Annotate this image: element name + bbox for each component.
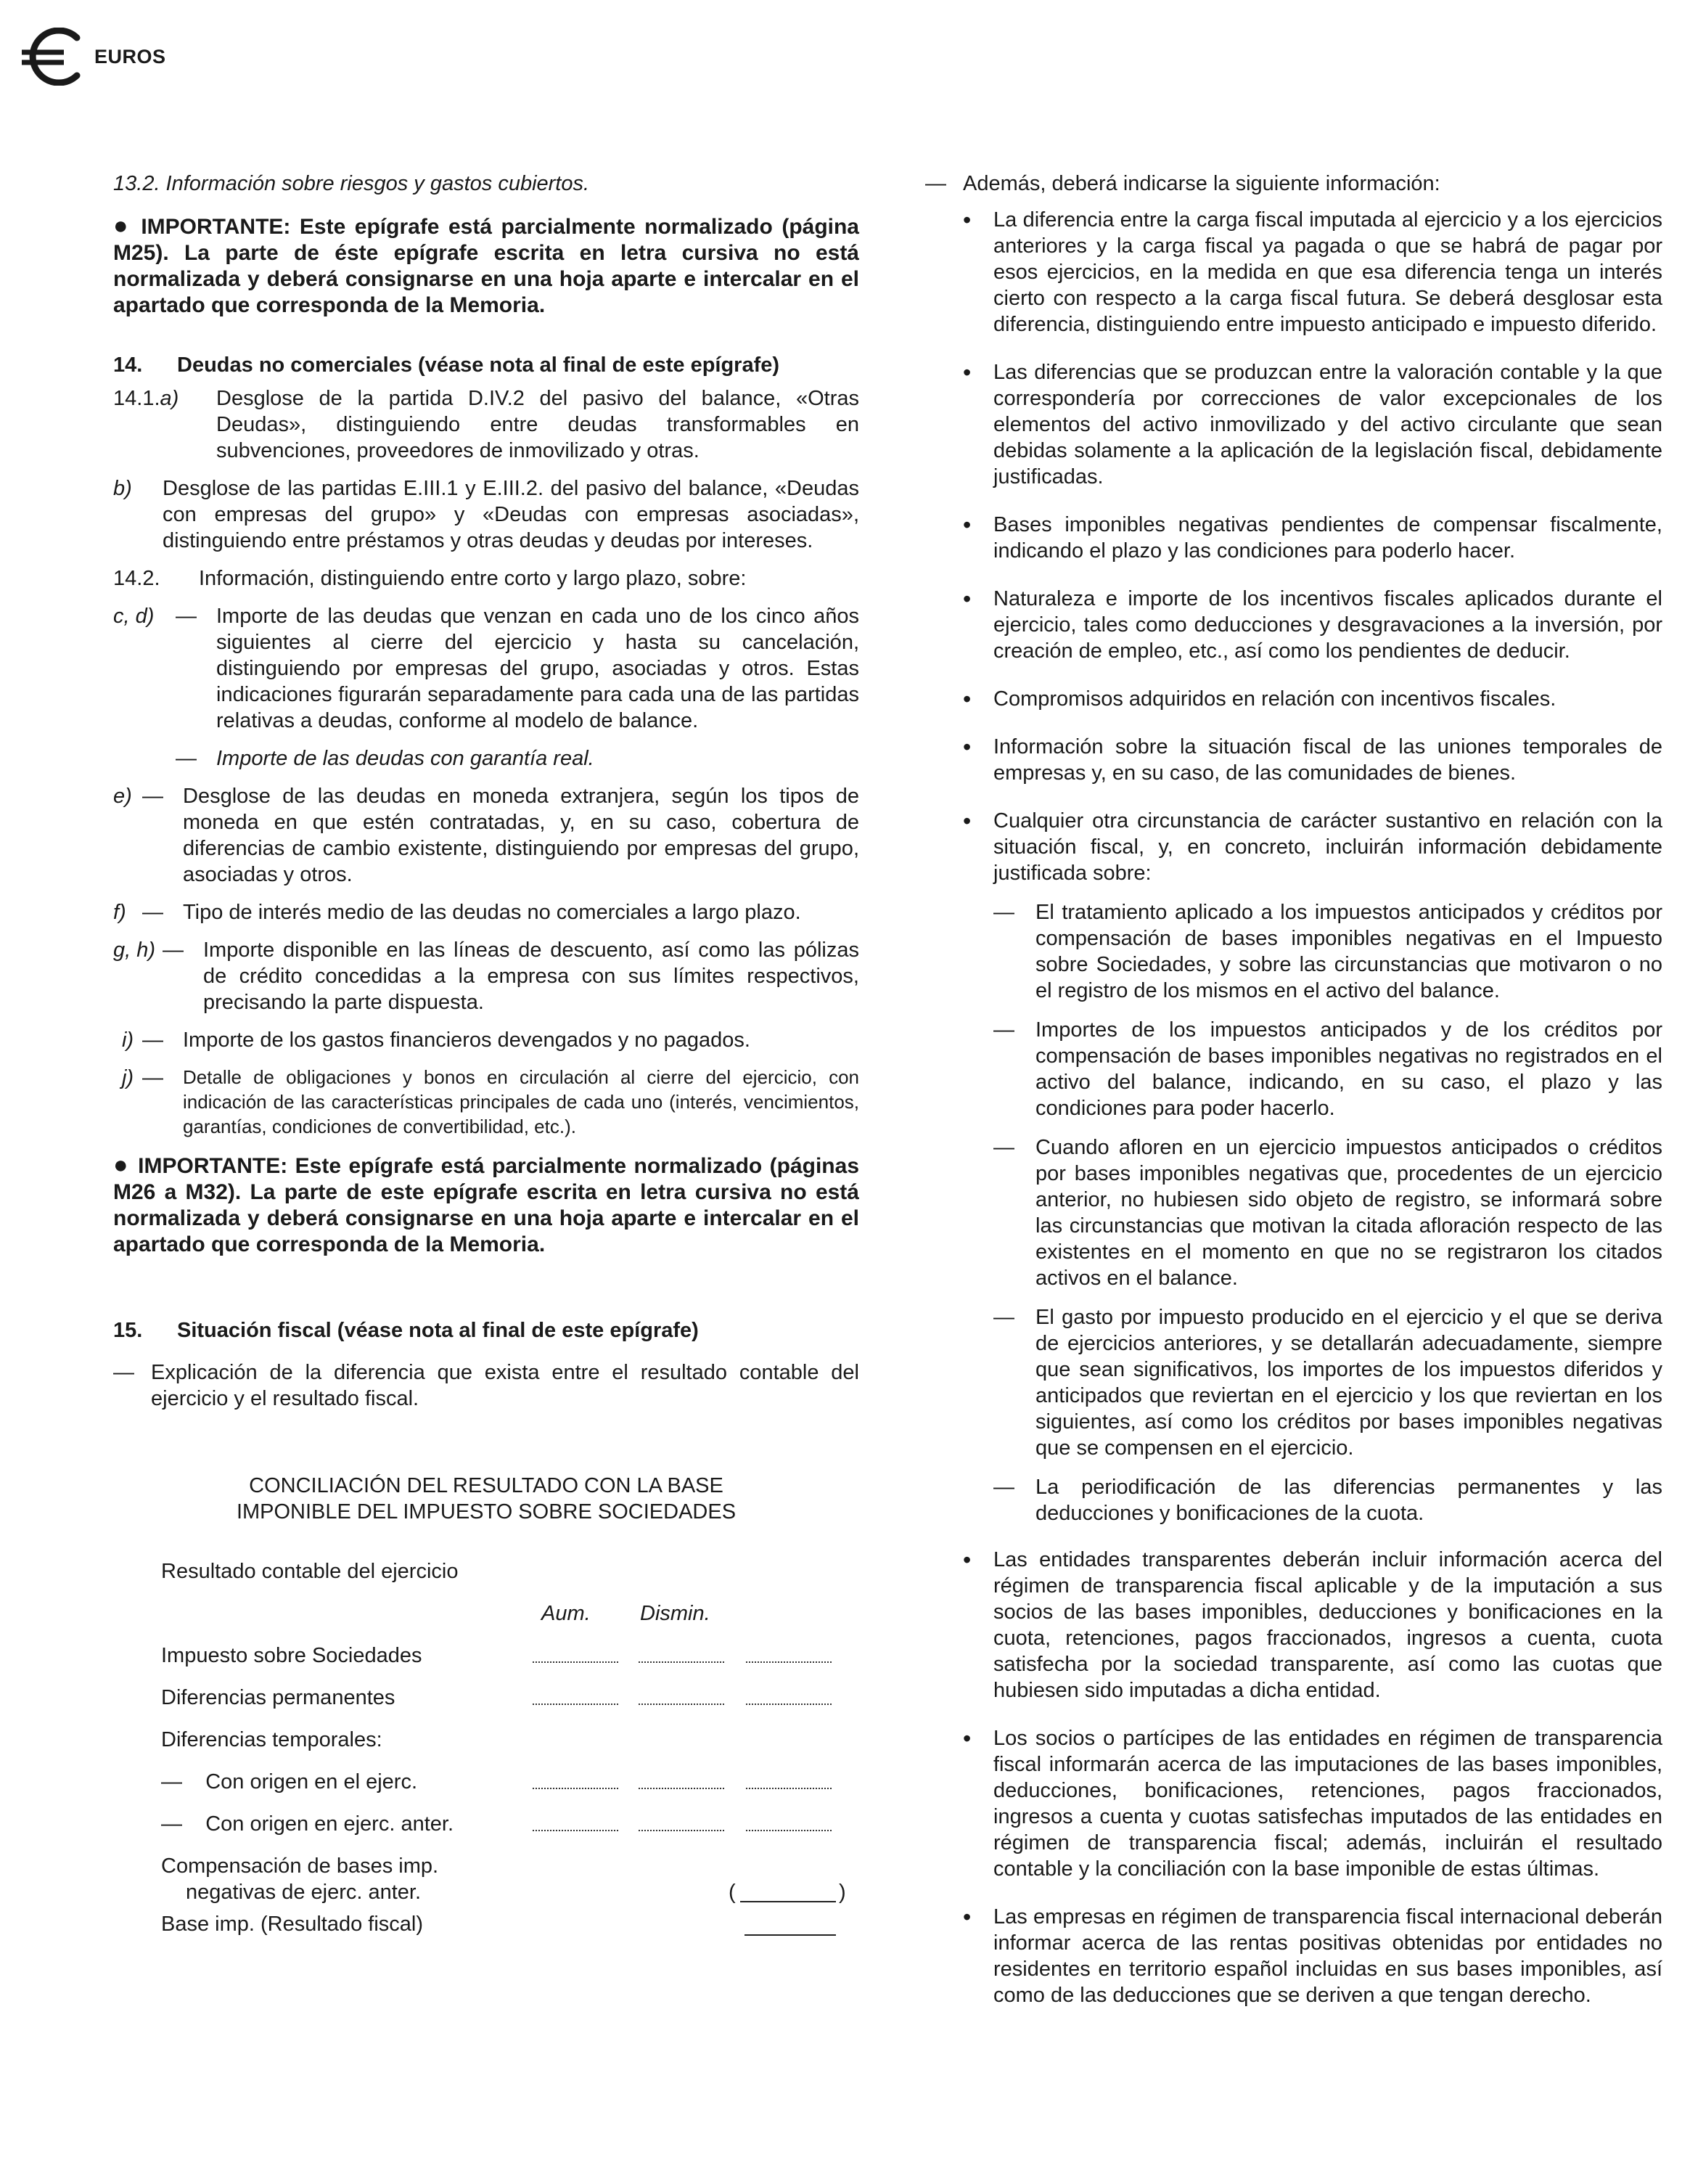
bullet-item-tax-incentives: • Naturaleza e importe de los incentivos fiscales aplicados durante el ejercicio, tales como deducciones y desgravaciones a la inversión, por creación de empleo, etc., así como los pendientes de deducir. bbox=[963, 586, 1662, 663]
bullet-icon: ● bbox=[113, 212, 141, 240]
item-c-d-real-guarantee: — Importe de las deudas con garantía real. bbox=[176, 747, 594, 770]
bullet-item-negative-tax-bases: • Bases imponibles negativas pendientes de compensar fiscalmente, indicando el plazo y las condiciones para poderlo hacer. bbox=[963, 512, 1662, 563]
item-c-d: c, d) — Importe de las deudas que venzan en cada uno de los cinco años siguientes al cierre del ejercicio y hasta su cancelación, distinguiendo por empresas del grupo, asociadas y otros. Estas indicaciones figurarán separadamente para cada una de las partidas relativas a deudas, conforme al modelo de balance. bbox=[113, 605, 859, 732]
bullet-item-tax-burden: • La diferencia entre la carga fiscal imputada al ejercicio y a los ejercicios anteriores y la carga fiscal ya pagada o que se habrá de pagar por esos ejercicios, en la medida en que esa diferencia tenga un interés cierto con respecto a la carga fiscal futura. Se deberá desglosar esta diferencia, distinguiendo entre impuesto anticipado e impuesto diferido. bbox=[963, 207, 1662, 336]
sub-item-periodification: — La periodificación de las diferencias permanentes y las deducciones y bonificaciones de la cuota. bbox=[993, 1476, 1662, 1525]
item-14-1-a: 14.1.a) Desglose de la partida D.IV.2 del pasivo del balance, «Otras Deudas», distinguiendo entre deudas transformables en subvenciones, proveedores de inmovilizado y otras. bbox=[113, 387, 859, 462]
item-g-h: g, h) — Importe disponible en las líneas de descuento, así como las pólizas de crédito concedidas a la empresa con sus límites respectivos, precisando la parte dispuesta. bbox=[113, 938, 859, 1014]
sub-item-unregistered-amounts: — Importes de los impuestos anticipados y de los créditos por compensación de bases imponibles negativas no registrados en el activo del balance, indicando, en su caso, el plazo y las condiciones para poder hacerlo. bbox=[993, 1018, 1662, 1120]
item-15-explanation: — Explicación de la diferencia que exista entre el resultado contable del ejercicio y el resultado fiscal. bbox=[113, 1361, 859, 1410]
item-14-1-b: b) Desglose de las partidas E.III.1 y E.III.2. del pasivo del balance, «Deudas con empresas del grupo» y «Deudas con empresas asociadas», distinguiendo entre préstamos y otras deudas y deudas por intereses. bbox=[113, 477, 859, 552]
table-row-origin-current-year: — Con origen en el ejerc. bbox=[113, 1769, 859, 1811]
bullet-item-international-transparency: • Las empresas en régimen de transparencia fiscal internacional deberán informar acerca de las rentas positivas obtenidas por entidades no residentes en territorio español incluidas en sus bases imponibles, así como de las deducciones que se deriven a que tengan derecho. bbox=[963, 1904, 1662, 2007]
section-15-heading: 15. Situación fiscal (véase nota al final de este epígrafe) bbox=[113, 1319, 699, 1342]
bullet-item-transparent-entities: • Las entidades transparentes deberán incluir información acerca del régimen de transparencia fiscal aplicable y de la imputación a sus socios de las bases imponibles, deducciones y bonificaciones en la cuota, retenciones, pagos fraccionados, ingresos a cuenta, cuota satisfecha por la sociedad transparente, así como las cuotas que hubiesen sido imputadas a dicha entidad. bbox=[963, 1547, 1662, 1702]
item-f: f) — Tipo de interés medio de las deudas no comerciales a largo plazo. bbox=[113, 901, 801, 924]
page-header bbox=[20, 28, 166, 86]
right-column bbox=[925, 171, 1662, 2008]
important-note-2: ● IMPORTANTE: Este epígrafe está parcialmente normalizado (páginas M26 a M32). La parte de este epígrafe escrita en letra cursiva no está normalizada y deberá consignarse en una hoja aparte e intercalar en el apartado que corresponda de la Memoria. bbox=[113, 1151, 860, 1256]
section-14-heading: 14. Deudas no comerciales (véase nota al final de este epígrafe) bbox=[113, 353, 780, 377]
table-title-line-1: CONCILIACIÓN DEL RESULTADO CON LA BASE bbox=[249, 1474, 723, 1497]
euro-symbol-icon bbox=[20, 28, 87, 86]
table-row-corporate-tax: Impuesto sobre Sociedades bbox=[113, 1643, 859, 1685]
bullet-item-temporary-unions: • Información sobre la situación fiscal de las uniones temporales de empresas y, en su caso, de las comunidades de bienes. bbox=[963, 734, 1662, 785]
important-note-1: ● IMPORTANTE: Este epígrafe está parcialmente normalizado (página M25). La parte de éste epígrafe escrita en letra cursiva no está normalizada y deberá consignarse en una hoja aparte e intercalar en el apartado que corresponda de la Memoria. bbox=[113, 212, 859, 317]
bullet-item-partners: • Los socios o partícipes de las entidades en régimen de transparencia fiscal informarán acerca de las imputaciones de las bases imponibles, deducciones, bonificaciones, retenciones, pagos fraccionados, ingresos a cuenta y cuotas satisfechas imputados de las entidades en régimen de transparencia fiscal; además, incluirán el resultado contable y la conciliación con la base imponible de estas últimas. bbox=[963, 1725, 1662, 1881]
table-row-temporary-differences: Diferencias temporales: bbox=[161, 1728, 382, 1751]
sub-item-treatment: — El tratamiento aplicado a los impuestos anticipados y créditos por compensación de bases imponibles negativas en el Impuesto sobre Sociedades, y sobre las circunstancias que motivaron o no el registro de los mismos en el activo del balance. bbox=[993, 901, 1662, 1002]
sub-item-tax-expense: — El gasto por impuesto producido en el ejercicio y el que se deriva de ejercicios anteriores, y se detallarán adecuadamente, siempre que sean significativos, los importes de los impuestos diferidos y anticipados que reviertan en el ejercicio y los que reviertan en los siguientes, así como los créditos por bases imponibles negativas que se compensen en el ejercicio. bbox=[993, 1306, 1662, 1460]
bullet-item-commitments: • Compromisos adquiridos en relación con incentivos fiscales. bbox=[963, 686, 1556, 712]
bullet-item-other-circumstances: • Cualquier otra circunstancia de carácter sustantivo en relación con la situación fiscal, y, en concreto, incluirán información debidamente justificada sobre: bbox=[963, 808, 1662, 885]
section-13-2: 13.2. Información sobre riesgos y gastos cubiertos. bbox=[113, 172, 590, 195]
table-row-permanent-differences: Diferencias permanentes bbox=[113, 1685, 859, 1727]
sub-item-emergence: — Cuando afloren en un ejercicio impuestos anticipados o créditos por bases imponibles negativas que, procedentes de un ejercicio anterior, no hubiesen sido objeto de registro, se informará sobre las circunstancias que motivan la citada afloración respecto de las existentes en el momento en que no se registraron los citados activos en el balance. bbox=[993, 1136, 1662, 1290]
table-row-taxable-base: Base imp. (Resultado fiscal) bbox=[113, 1911, 859, 1953]
table-row-origin-prior-years: — Con origen en ejerc. anter. bbox=[113, 1811, 859, 1853]
item-j: j) — Detalle de obligaciones y bonos en circulación al cierre del ejercicio, con indicación de las características principales de cada uno (interés, vencimientos, garantías, condiciones de convertibilidad, etc.). bbox=[121, 1066, 859, 1137]
bullet-item-valuation-differences: • Las diferencias que se produzcan entre la valoración contable y la que correspondería por correcciones de valor excepcionales de los elementos del activo inmovilizado y del activo circulante que sean debidas solamente a la aplicación de la legislación fiscal, debidamente justificadas. bbox=[963, 359, 1662, 488]
bullet-icon: ● bbox=[113, 1151, 139, 1179]
item-e: e) — Desglose de las deudas en moneda extranjera, según los tipos de moneda en que estén contratadas, y, en su caso, cobertura de diferencias de cambio existente, distinguiendo por empresas del grupo, asociadas y otros. bbox=[113, 785, 859, 886]
table-title-line-2: IMPONIBLE DEL IMPUESTO SOBRE SOCIEDADES bbox=[236, 1500, 737, 1524]
left-column bbox=[113, 171, 859, 1953]
right-intro: — Además, deberá indicarse la siguiente información: bbox=[925, 172, 1440, 195]
table-row-accounting-result: Resultado contable del ejercicio bbox=[161, 1560, 459, 1583]
reconciliation-table bbox=[113, 1473, 859, 1953]
table-row-loss-compensation: Compensación de bases imp. negativas de ejerc. anter. ( ) bbox=[161, 1854, 846, 1904]
item-i: i) — Importe de los gastos financieros devengados y no pagados. bbox=[121, 1028, 750, 1052]
brand-label: EUROS bbox=[94, 45, 166, 68]
item-14-2: 14.2. Información, distinguiendo entre corto y largo plazo, sobre: bbox=[113, 567, 747, 590]
table-column-headers: Aum. Dismin. bbox=[541, 1602, 710, 1625]
